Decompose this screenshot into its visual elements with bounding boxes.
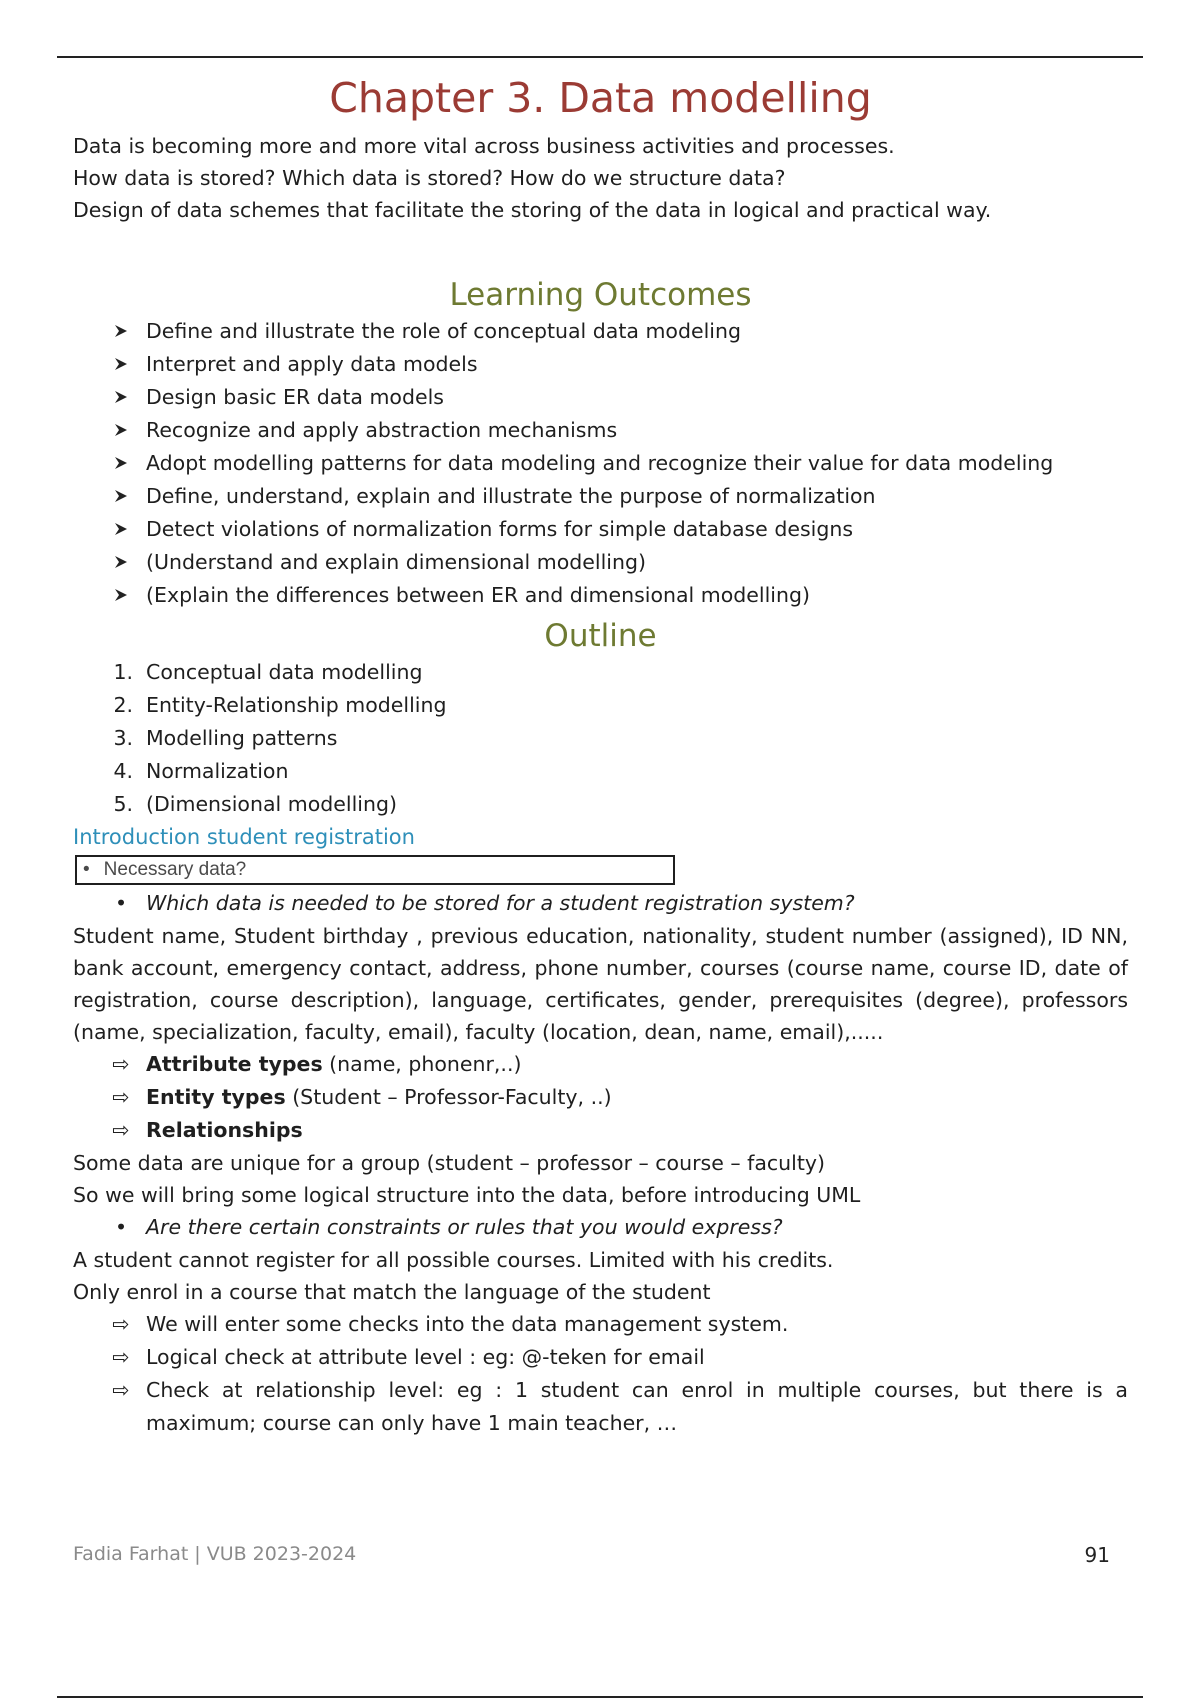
intro-line-1: Data is becoming more and more vital across business activities and processes. (73, 134, 895, 158)
list-item: Detect violations of normalization forms for simple database designs (73, 513, 1128, 546)
list-item: ⇨ Entity types (Student – Professor-Faculty, ..) (73, 1081, 1128, 1114)
list-item: • Are there certain constraints or rules that you would express? (73, 1211, 1128, 1244)
arrowhead-bullet-icon (109, 447, 133, 480)
intro-line-3: Design of data schemes that facilitate the storing of the data in logical and practical way. (73, 198, 992, 222)
outline-heading: Outline (544, 618, 657, 654)
list-item: 2. Entity-Relationship modelling (113, 693, 447, 717)
list-item: (Explain the differences between ER and dimensional modelling) (73, 579, 1128, 612)
implies-arrow-icon: ⇨ (112, 1345, 130, 1369)
paragraph: A student cannot register for all possible courses. Limited with his credits. (73, 1248, 834, 1272)
list-item: 5. (Dimensional modelling) (113, 792, 397, 816)
implies-arrow-icon: ⇨ (112, 1085, 130, 1109)
list-item: Recognize and apply abstraction mechanisms (73, 414, 1128, 447)
footer-separator: | (194, 1543, 201, 1565)
implies-arrow-icon: ⇨ (112, 1118, 130, 1142)
learning-outcomes-list (73, 315, 1128, 612)
arrowhead-bullet-icon (109, 546, 133, 579)
intro-line-2: How data is stored? Which data is stored? How do we structure data? (73, 166, 786, 190)
list-item: 1. Conceptual data modelling (113, 660, 423, 684)
paragraph: Only enrol in a course that match the language of the student (73, 1280, 711, 1304)
list-item: ⇨ Logical check at attribute level : eg: @-teken for email (73, 1341, 1128, 1374)
list-item: 4. Normalization (113, 759, 289, 783)
list-item: ⇨ Check at relationship level: eg : 1 student can enrol in multiple courses, but there is a maximum; course can only have 1 main teacher, … (73, 1374, 1128, 1440)
implications-list-1 (73, 1048, 1128, 1147)
page-footer (73, 1543, 1110, 1565)
bottom-rule (57, 1696, 1143, 1698)
list-item: ⇨ Attribute types (name, phonenr,..) (73, 1048, 1128, 1081)
bullet-dot-icon: • (114, 1215, 128, 1239)
list-item: Design basic ER data models (73, 381, 1128, 414)
list-item: • Which data is needed to be stored for a student registration system? (73, 887, 1128, 920)
implies-arrow-icon: ⇨ (112, 1052, 130, 1076)
bullet-dot-icon: • (114, 891, 128, 915)
list-item: Interpret and apply data models (73, 348, 1128, 381)
chapter-title: Chapter 3. Data modelling (329, 74, 872, 122)
list-item: Adopt modelling patterns for data modeling and recognize their value for data modeling (73, 447, 1128, 480)
arrowhead-bullet-icon (109, 315, 133, 348)
question-list (73, 1211, 1128, 1244)
paragraph: So we will bring some logical structure into the data, before introducing UML (73, 1183, 861, 1207)
list-item: 3. Modelling patterns (113, 726, 338, 750)
list-item: Define, understand, explain and illustrate the purpose of normalization (73, 480, 1128, 513)
page-number: 91 (1084, 1543, 1110, 1567)
section-heading-registration: Introduction student registration (73, 825, 415, 849)
paragraph: Some data are unique for a group (student – professor – course – faculty) (73, 1151, 826, 1175)
arrowhead-bullet-icon (109, 381, 133, 414)
bullet-icon: • (83, 859, 90, 880)
arrowhead-bullet-icon (109, 414, 133, 447)
arrowhead-bullet-icon (109, 348, 133, 381)
top-rule (57, 56, 1143, 58)
document-page (73, 70, 1128, 1440)
answer-paragraph: Student name, Student birthday , previous education, nationality, student number (assigned), ID NN, bank account, emergency contact, address, phone number, courses (course name, course ID, date of registration, course description), language, certificates, gender, prerequisites (degree), professors (name, specialization, faculty, email), faculty (location, dean, name, email),..... (73, 924, 1128, 1044)
implies-arrow-icon: ⇨ (112, 1312, 130, 1336)
footer-author: Fadia Farhat (73, 1543, 189, 1565)
question-list (73, 887, 1128, 920)
boxed-question: • Necessary data? (75, 855, 675, 885)
implies-arrow-icon: ⇨ (112, 1378, 130, 1402)
outline-list (73, 656, 1128, 821)
footer-course: VUB 2023-2024 (206, 1543, 357, 1565)
list-item: ⇨ Relationships (73, 1114, 1128, 1147)
implications-list-2 (73, 1308, 1128, 1440)
arrowhead-bullet-icon (109, 480, 133, 513)
arrowhead-bullet-icon (109, 579, 133, 612)
arrowhead-bullet-icon (109, 513, 133, 546)
list-item: (Understand and explain dimensional modelling) (73, 546, 1128, 579)
learning-outcomes-heading: Learning Outcomes (449, 277, 752, 313)
list-item: Define and illustrate the role of conceptual data modeling (73, 315, 1128, 348)
list-item: ⇨ We will enter some checks into the data management system. (73, 1308, 1128, 1341)
